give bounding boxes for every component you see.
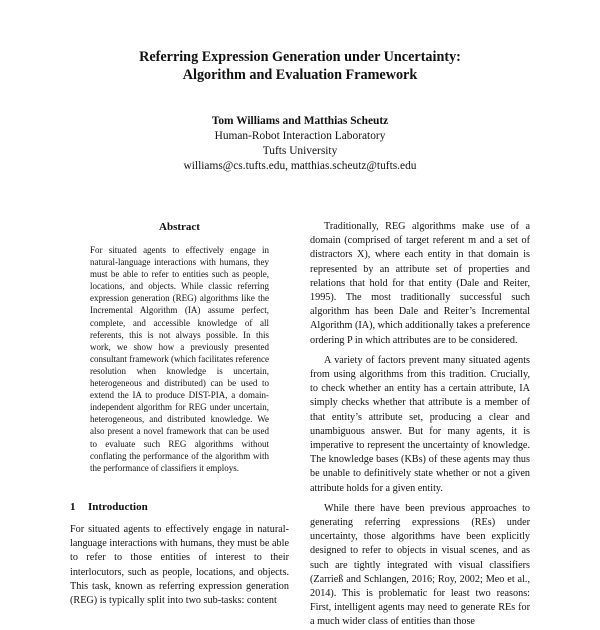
paper-title [0, 48, 600, 84]
author-emails: williams@cs.tufts.edu, matthias.scheutz@tufts.edu [183, 160, 417, 172]
paragraph-reg-traditional: Traditionally, REG algorithms make use of a domain (comprised of target referent m and a set of distractors X), where each entity in that domain is represented by an attribute set of properties and relations that hold for that entity (Dale and Reiter, 1995). The most traditionally successful such algorithm has been Dale and Reiter’s Incremental Algorithm (IA), which additionally takes a preference ordering P in which attributes are to be considered. [310, 221, 530, 346]
section-heading-introduction [70, 500, 289, 514]
right-column [310, 220, 530, 630]
section-number: 1 [70, 500, 76, 513]
paper-header [0, 48, 600, 174]
introduction-text: For situated agents to effectively engage in natural-language interactions with humans, they must be able to refer to those entities of interest to their interlocutors, such as people, locations, and objects. This task, known as referring expression generation (REG) is typically split into two sub-tasks: content [70, 523, 289, 607]
affiliation-lab: Human-Robot Interaction Laboratory [214, 130, 386, 142]
abstract-text: For situated agents to effectively engage in natural-language interactions with humans, they must be able to refer to entities such as people, locations, and objects. While classic referring expression generation (REG) algorithms like the Incremental Algorithm (IA) assume perfect, complete, and accessible knowledge of all referents, this is not always possible. In this work, we show how a previously presented consultant framework (which facilitates reference resolution when knowledge is uncertain, heterogeneous and distributed) can be used to extend the IA to produce DIST-PIA, a domain-independent algorithm for REG under uncertain, heterogeneous, and distributed knowledge. We also present a novel framework that can be used to evaluate such REG algorithms without conflating the performance of the algorithm with the performance of classifiers it employs. [90, 245, 269, 473]
author-names: Tom Williams and Matthias Scheutz [211, 115, 389, 127]
title-line-1: Referring Expression Generation under Uncertainty: [139, 49, 461, 65]
abstract-heading: Abstract [159, 221, 200, 233]
left-column [70, 220, 289, 609]
paragraph-situated-agents: A variety of factors prevent many situated agents from using algorithms from this tradition. Crucially, to check whether an entity has a certain attribute, IA simply checks whether that attribute is a member of that entity’s attribute set, producing a clear and unambiguous answer. But for many agents, it is imperative to represent the uncertainty of knowledge. The knowledge bases (KBs) of these agents may thus be unable to definitively state whether or not a given attribute holds for a given entity. [310, 354, 530, 494]
section-title: Introduction [88, 500, 148, 513]
affiliation-university: Tufts University [262, 145, 338, 157]
title-line-2: Algorithm and Evaluation Framework [182, 67, 418, 83]
paragraph-previous-approaches: While there have been previous approaches to generating referring expressions (REs) under uncertainty, those algorithms have been explicitly designed to refer to objects in visual scenes, and as such are tightly integrated with visual classifiers (Zarrieß and Schlangen, 2016; Roy, 2002; Meo et al., 2014). This is problematic for least two reasons: First, intelligent agents may need to generate REs for a much wider class of entities than those [310, 502, 530, 628]
